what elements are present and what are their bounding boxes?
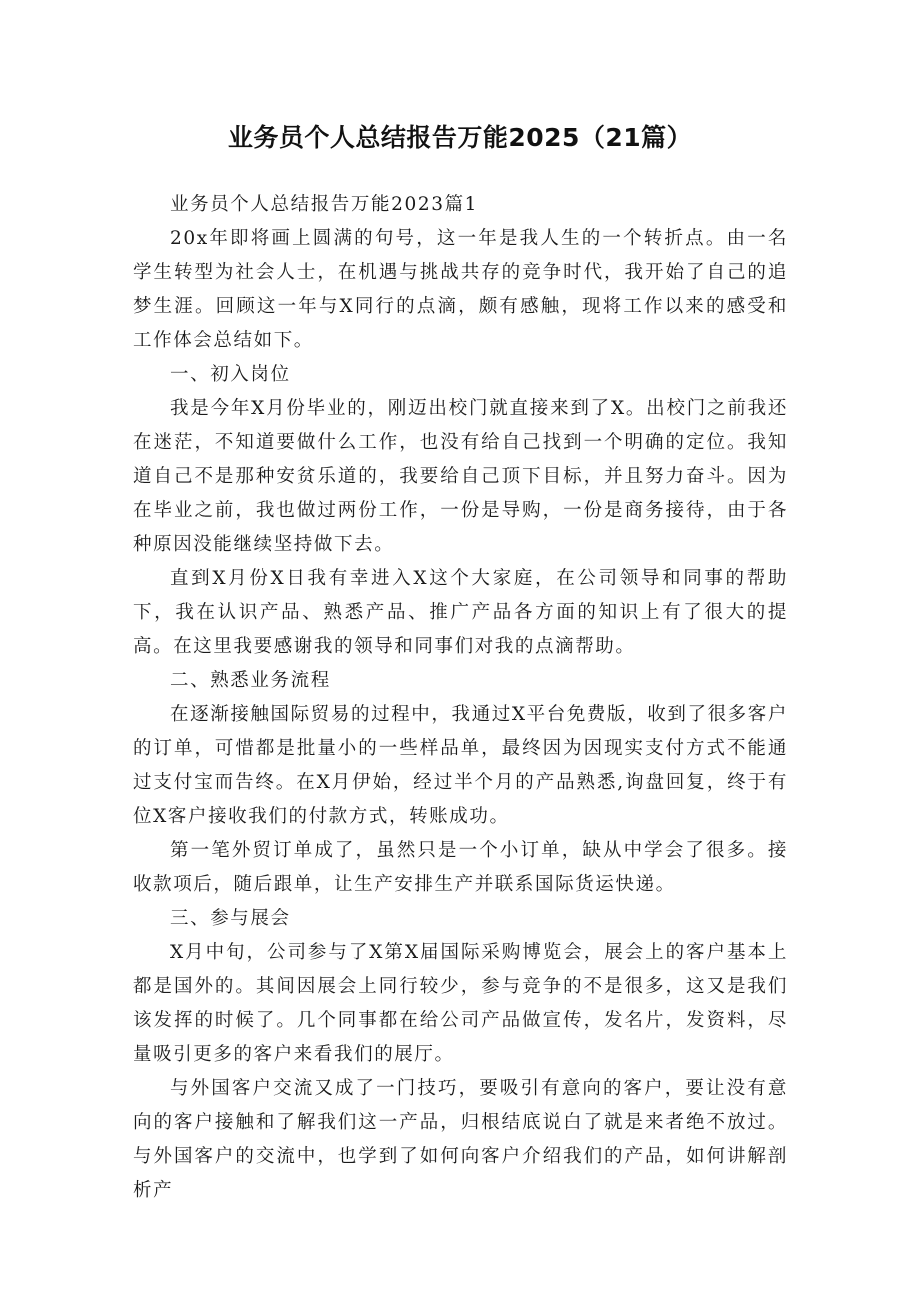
heading-section-2: 二、熟悉业务流程 [170, 670, 331, 691]
paragraph-6: 与外国客户交流又成了一门技巧，要吸引有意向的客户，要让没有意向的客户接触和了解我们这一产品，归根结底说白了就是来者绝不放过。与外国客户的交流中，也学到了如何向客户介绍我们的产品，如何讲解剖析产 [133, 1078, 788, 1201]
heading-section-1: 一、初入岗位 [170, 364, 291, 385]
section-subtitle: 业务员个人总结报告万能2023篇1 [170, 194, 479, 215]
heading-section-3: 三、参与展会 [170, 908, 291, 929]
document-title: 业务员个人总结报告万能2025（21篇） [227, 123, 693, 152]
paragraph-4: 第一笔外贸订单成了，虽然只是一个小订单，缺从中学会了很多。接收款项后，随后跟单，让生产安排生产并联系国际货运快递。 [133, 840, 788, 895]
paragraph-3: 在逐渐接触国际贸易的过程中，我通过X平台免费版，收到了很多客户的订单，可惜都是批量小的一些样品单，最终因为因现实支付方式不能通过支付宝而告终。在X月伊始，经过半个月的产品熟悉,询盘回复，终于有位X客户接收我们的付款方式，转账成功。 [133, 704, 788, 827]
document-body [133, 188, 788, 1208]
paragraph-5: X月中旬，公司参与了X第X届国际采购博览会，展会上的客户基本上都是国外的。其间因展会上同行较少，参与竞争的不是很多，这又是我们该发挥的时候了。几个同事都在给公司产品做宣传，发名片，发资料，尽量吸引更多的客户来看我们的展厅。 [133, 942, 788, 1065]
paragraph-intro: 20x年即将画上圆满的句号，这一年是我人生的一个转折点。由一名学生转型为社会人士，在机遇与挑战共存的竞争时代，我开始了自己的追梦生涯。回顾这一年与X同行的点滴，颇有感触，现将工作以来的感受和工作体会总结如下。 [133, 228, 788, 351]
paragraph-1: 我是今年X月份毕业的，刚迈出校门就直接来到了X。出校门之前我还在迷茫，不知道要做什么工作，也没有给自己找到一个明确的定位。我知道自己不是那种安贫乐道的，我要给自己顶下目标，并且努力奋斗。因为在毕业之前，我也做过两份工作，一份是导购，一份是商务接待，由于各种原因没能继续坚持做下去。 [133, 398, 788, 555]
paragraph-2: 直到X月份X日我有幸进入X这个大家庭，在公司领导和同事的帮助下，我在认识产品、熟悉产品、推广产品各方面的知识上有了很大的提高。在这里我要感谢我的领导和同事们对我的点滴帮助。 [133, 568, 788, 657]
